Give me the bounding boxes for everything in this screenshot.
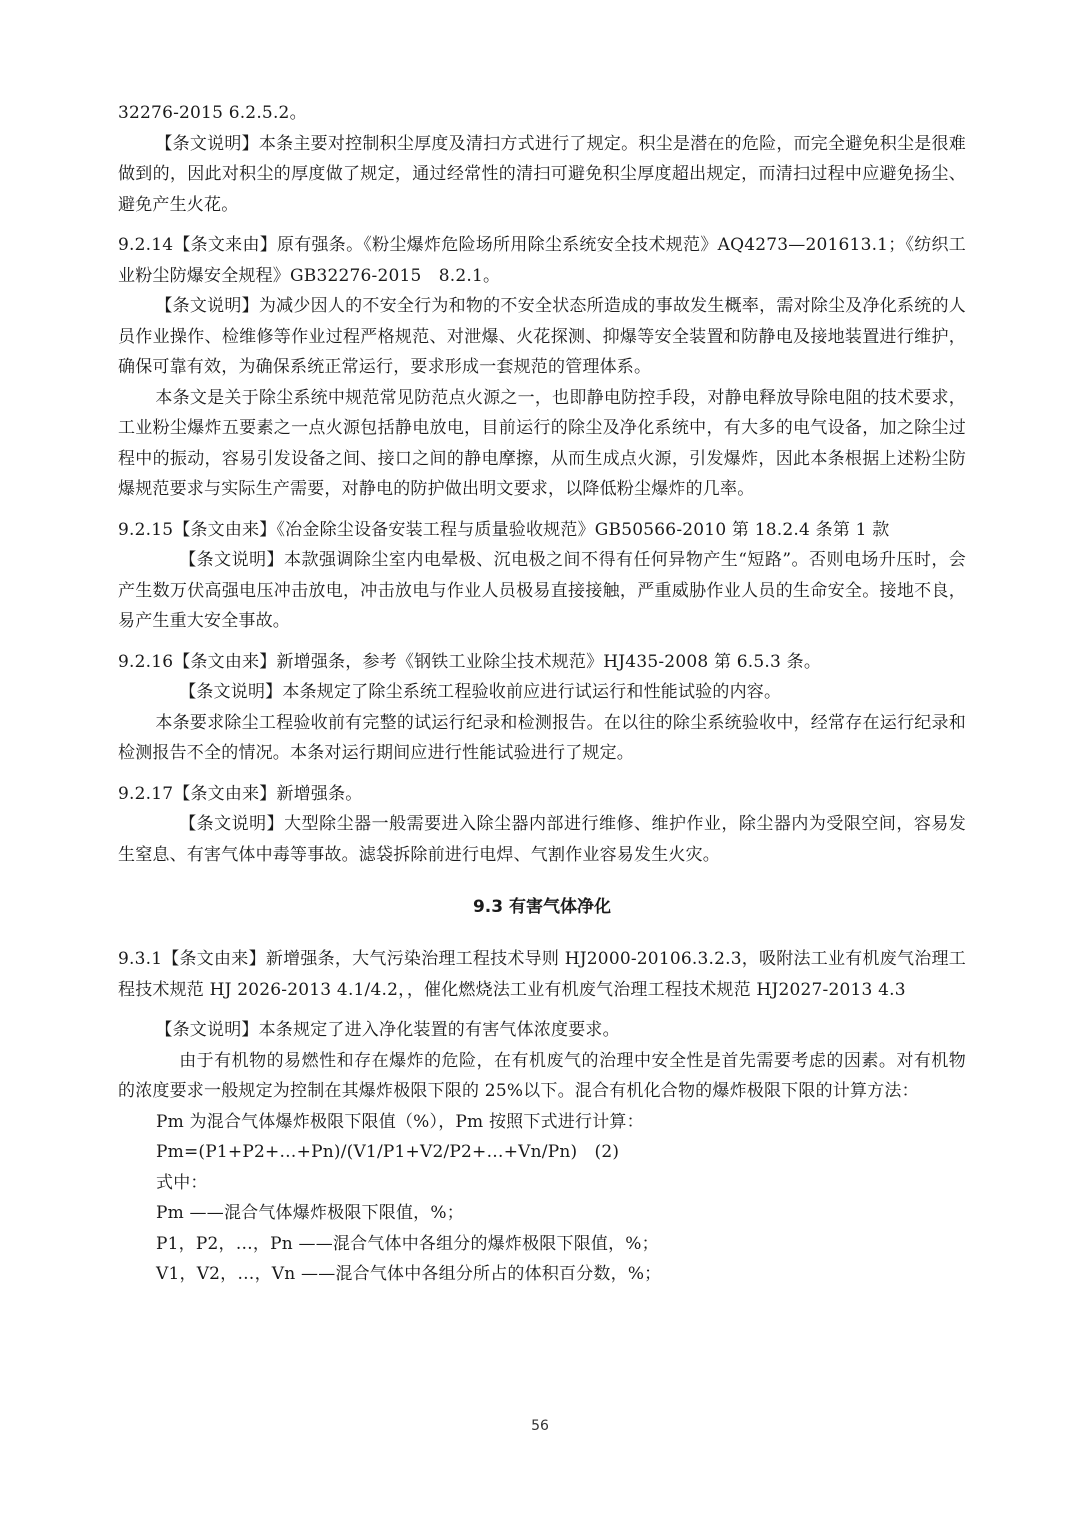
paragraph-body: 由于有机物的易燃性和存在爆炸的危险，在有机废气的治理中安全性是首先需要考虑的因素。对有机物的浓度要求一般规定为控制在其爆炸极限下限的 25%以下。混合有机化合物的爆炸极限下限的计算方法： (118, 1050, 966, 1101)
paragraph-explanation: 【条文说明】本条主要对控制积尘厚度及清扫方式进行了规定。积尘是潜在的危险，而完全避免积尘是很难做到的，因此对积尘的厚度做了规定，通过经常性的清扫可避免积尘厚度超出规定，而清扫过程中应避免扬尘、避免产生火花。 (118, 133, 966, 215)
paragraph-explanation: 【条文说明】本条规定了进入净化装置的有害气体浓度要求。 (155, 1020, 620, 1040)
clause-9-2-17: 9.2.17【条文由来】新增强条。 (118, 783, 363, 804)
formula-var-v: V1，V2，…，Vn ——混合气体中各组分所占的体积百分数，%； (156, 1264, 662, 1284)
paragraph-explanation: 【条文说明】为减少因人的不安全行为和物的不安全状态所造成的事故发生概率，需对除尘及净化系统的人员作业操作、检维修等作业过程严格规范、对泄爆、火花探测、抑爆等安全装置和防静电及接地装置进行维护，确保可靠有效，为确保系统正常运行，要求形成一套规范的管理体系。 (118, 296, 966, 377)
document-page (118, 98, 966, 1290)
clause-9-2-14: 9.2.14【条文来由】原有强条。《粉尘爆炸危险场所用除尘系统安全技术规范》AQ4273—201613.1；《纺织工业粉尘防爆安全规程》GB32276-2015 8.2.1。 (118, 235, 966, 286)
clause-9-2-15: 9.2.15【条文由来】《冶金除尘设备安装工程与质量验收规范》GB50566-2010 第 18.2.4 条第 1 款 (118, 519, 890, 540)
formula-where: 式中： (156, 1172, 208, 1193)
formula-block (118, 1107, 966, 1290)
section-heading: 9.3 有害气体净化 (472, 897, 612, 917)
paragraph-continuation: 32276-2015 6.2.5.2。 (118, 103, 307, 123)
formula-var-pm: Pm ——混合气体爆炸极限下限值，%； (156, 1203, 464, 1223)
paragraph-explanation: 【条文说明】大型除尘器一般需要进入除尘器内部进行维修、维护作业，除尘器内为受限空间，容易发生窒息、有害气体中毒等事故。滤袋拆除前进行电焊、气割作业容易发生火灾。 (118, 814, 966, 865)
formula-equation: Pm=(P1+P2+…+Pn)/(V1/P1+V2/P2+…+Vn/Pn) (2) (156, 1142, 620, 1162)
clause-9-2-16: 9.2.16【条文由来】新增强条，参考《钢铁工业除尘技术规范》HJ435-2008 第 6.5.3 条。 (118, 651, 822, 672)
paragraph-explanation: 【条文说明】本条规定了除尘系统工程验收前应进行试运行和性能试验的内容。 (179, 682, 782, 702)
formula-intro: Pm 为混合气体爆炸极限下限值（%），Pm 按照下式进行计算： (156, 1111, 644, 1132)
paragraph-explanation: 【条文说明】本款强调除尘室内电晕极、沉电极之间不得有任何异物产生“短路”。否则电场升压时，会产生数万伏高强电压冲击放电，冲击放电与作业人员极易直接接触，严重威胁作业人员的生命安全。接地不良，易产生重大安全事故。 (118, 550, 966, 631)
page-number: 56 (531, 1418, 549, 1434)
paragraph-body: 本条要求除尘工程验收前有完整的试运行纪录和检测报告。在以往的除尘系统验收中，经常存在运行纪录和检测报告不全的情况。本条对运行期间应进行性能试验进行了规定。 (118, 712, 966, 763)
paragraph-body: 本条文是关于除尘系统中规范常见防范点火源之一，也即静电防控手段，对静电释放导除电阻的技术要求，工业粉尘爆炸五要素之一点火源包括静电放电，目前运行的除尘及净化系统中，有大多的电气设备，加之除尘过程中的振动，容易引发设备之间、接口之间的静电摩擦，从而生成点火源，引发爆炸，因此本条根据上述粉尘防爆规范要求与实际生产需要，对静电的防护做出明文要求，以降低粉尘爆炸的几率。 (118, 387, 966, 499)
formula-var-p: P1，P2，…，Pn ——混合气体中各组分的爆炸极限下限值，%； (156, 1233, 659, 1254)
clause-9-3-1: 9.3.1【条文由来】新增强条，大气污染治理工程技术导则 HJ2000-20106.3.2.3，吸附法工业有机废气治理工程技术规范 HJ 2026-2013 4.1/4.2，，催化燃烧法工业有机废气治理工程技术规范 HJ2027-2013 4.3 (118, 949, 966, 1000)
